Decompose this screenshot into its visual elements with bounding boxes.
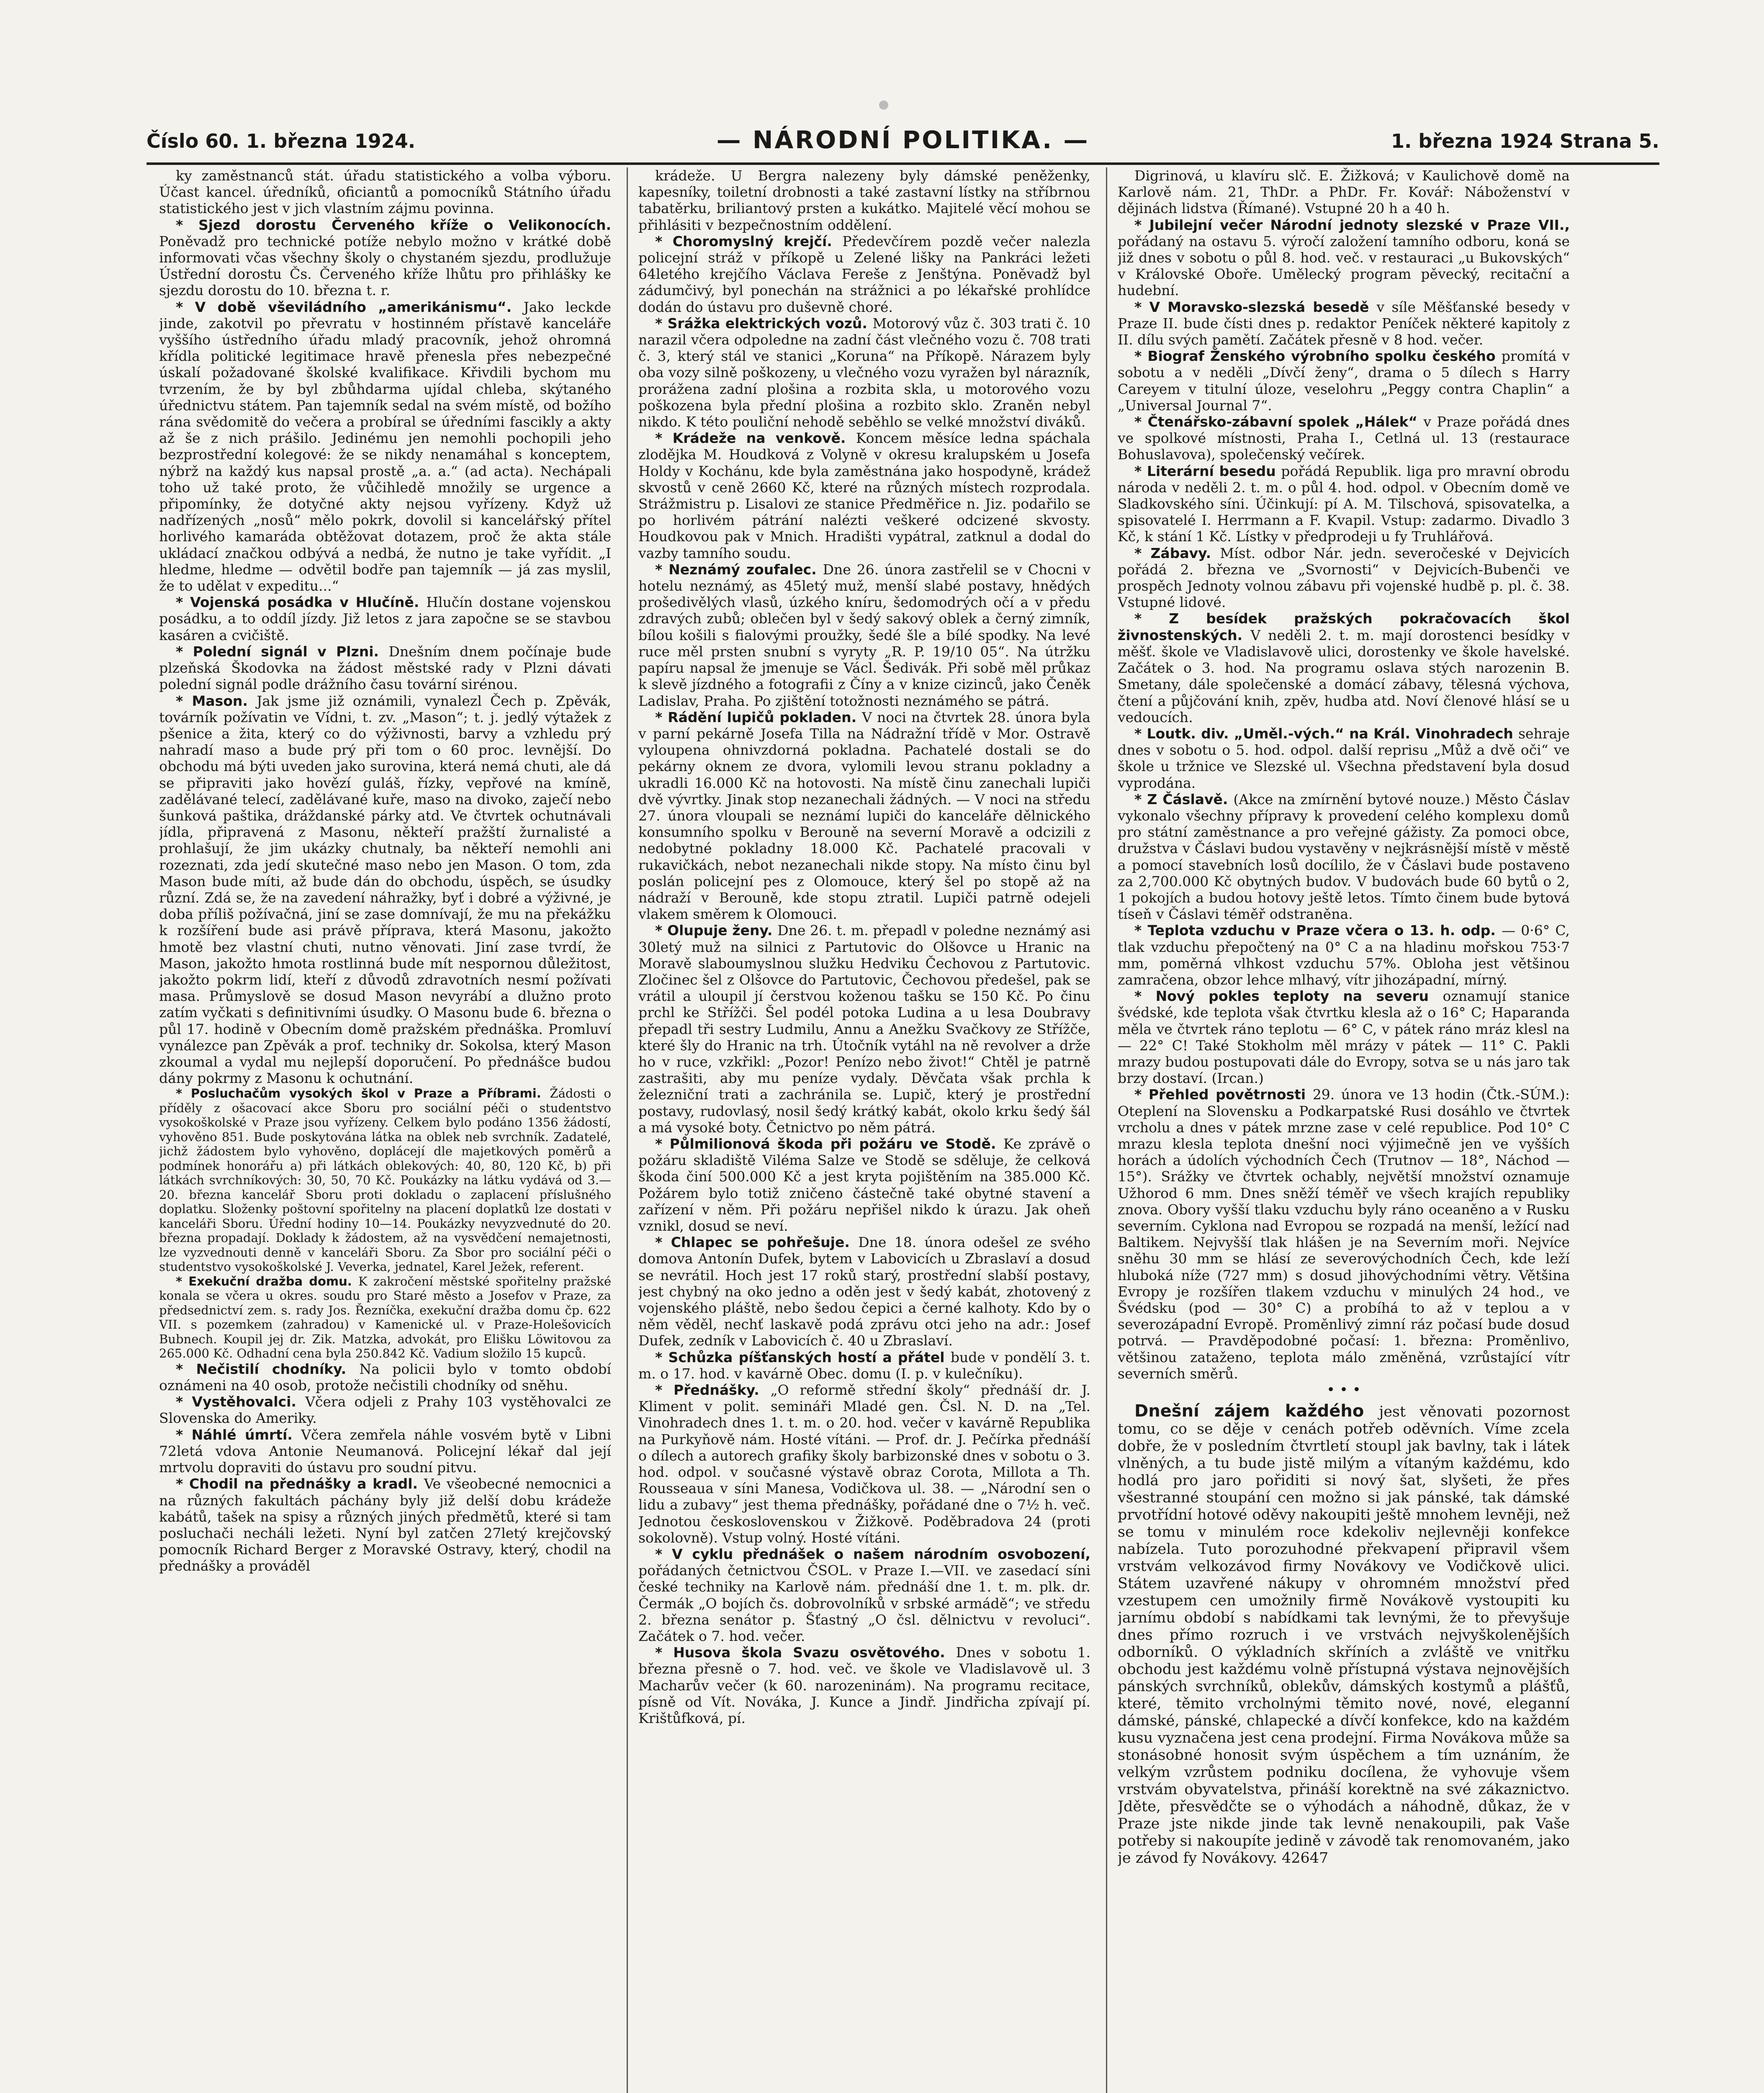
news-item [1118, 988, 1570, 1086]
item-text: Hlučín dostane vojenskou posádku, a to oddíl jízdy. Již letos z jara započne se se stavbou kasáren a cvičiště. [159, 594, 611, 643]
item-text: Motorový vůz č. 303 trati č. 10 narazil včera odpoledne na zadní část vlečného vozu č. 708 trati č. 3, který stál ve stanici „Koruna“ na Příkopě. Nárazem byly oba vozy silně poškozeny, u vlečného vozu vyražen byl nárazník, prorážena zadní plošina a rozbita skla, u motorového vozu poškozena byla přední plošina a rozbito sklo. Zraněn nebyl nikdo. K této pouliční nehodě seběhlo se velké množství diváků. [638, 315, 1090, 430]
news-item [638, 1136, 1090, 1234]
column-2 [638, 167, 1090, 2093]
item-headline: * Biograf Ženského výrobního spolku českého [1134, 348, 1502, 365]
news-item [638, 1546, 1090, 1644]
item-headline: * V cyklu přednášek o našem národním osvobození, [655, 1546, 1090, 1563]
item-text: Koncem měsíce ledna spáchala zlodějka M. Houdková z Volyně v okresu kralupském u Josefa Holdy v Kochánu, kde byla zaměstnána jako hospodyně, krádež skvostů v ceně 2660 Kč, které na různých místech rozprodala. Strážmistru p. Lisalovi ze stanice Předměřice n. Jiz. podařilo se po horlivém pátrání nalézti veškeré odcizené skvosty. Houdkovou pak v Mnich. Hradišti vypátral, zatknul a dodal do vazby tamního soudu. [638, 430, 1090, 561]
news-item [638, 922, 1090, 1136]
item-headline: * Sjezd dorostu Červeného kříže o Velikonocích. [176, 216, 611, 233]
item-text: Včera odjeli z Prahy 103 vystěhovalci ze Slovenska do Ameriky. [159, 1394, 611, 1427]
item-headline: Dnešní zájem každého [1134, 1401, 1379, 1421]
news-item [1118, 922, 1570, 988]
item-headline: * Literární besedu [1134, 463, 1281, 479]
issue-number-date: Číslo 60. 1. března 1924. [147, 130, 416, 152]
item-text: Poněvadž pro technické potíže nebylo možno v krátké době informovati včas všechny školy o chystaném sjezdu, prodlužuje Ústřední dorostu Čs. Červeného kříže lhůtu pro přihlášky ke sjezdu dorostu do 10. března t. r. [159, 233, 611, 299]
item-headline: * Loutk. div. „Uměl.-vých.“ na Král. Vinohradech [1134, 725, 1519, 742]
item-headline: * Krádeže na venkově. [655, 430, 856, 447]
news-item [159, 693, 611, 1087]
news-item [1118, 167, 1570, 217]
item-headline: * Čtenářsko-zábavní spolek „Hálek“ [1134, 414, 1424, 430]
news-item [1118, 299, 1570, 348]
news-item [1118, 348, 1570, 414]
news-item [159, 217, 611, 299]
item-headline: * Půlmilionová škoda při požáru ve Stodě. [655, 1135, 1003, 1152]
masthead [147, 126, 1659, 159]
item-text: V noci na čtvrtek 28. února byla v parní pekárně Josefa Tilla na Nádražní třídě v Mor. Ostravě vyloupena ohnivzdorná pokladna. Pachatelé dostali se do pekárny oknem ze dvora, vylomili levou stranu pokladny a ukradli 16.000 Kč na hotovosti. Na místě činu zanechali lupiči dvě vývrtky. Jinak stop nezanechali žádných. — V noci na středu 27. února vloupali se neznámí lupiči do kanceláře dělnického konsumního spolku v Berouně na severní Moravě a odcizili z nedobytné pokladny 18.000 Kč. Pachatelé pracovali v rukavičkách, nebot nezanechali nikde stopy. Na místo činu byl poslán policejní pes z Olomouce, který šel po stopě až na nádraží v Berouně, kde stopu ztratil. Lupiči patrně odejeli vlakem směrem k Olomouci. [638, 709, 1090, 923]
item-headline: * V Moravsko-slezská besedě [1134, 298, 1377, 315]
news-item [638, 430, 1090, 561]
item-headline: * Vojenská posádka v Hlučíně. [176, 594, 427, 611]
section-separator: • • • [1327, 1381, 1361, 1399]
item-headline: * Olupuje ženy. [655, 922, 778, 939]
item-headline: * Jubilejní večer Národní jednoty slezské v Praze VII., [1134, 216, 1570, 233]
news-item [1118, 217, 1570, 299]
advertisement [1118, 1403, 1570, 1867]
column-1 [159, 167, 611, 2093]
news-item [1118, 1086, 1570, 1382]
item-headline: * Rádění lupičů pokladen. [655, 709, 862, 725]
item-text: sehraje dnes v sobotu o 5. hod. odpol. další reprisu „Můž a dvě oči“ ve škole u tržnice ve Slezské ul. Všechna představení byla dosud vyprodána. [1118, 725, 1570, 791]
item-headline: * Schůzka píšťanských hostí a přátel [655, 1349, 951, 1365]
column-rule [1106, 167, 1107, 2093]
item-headline: * Náhlé úmrtí. [176, 1426, 301, 1443]
item-headline: * Nový pokles teploty na severu [1134, 988, 1443, 1005]
item-headline: * Nečistilí chodníky. [176, 1360, 360, 1377]
news-item [1118, 545, 1570, 611]
item-text: oznamují stanice švédské, kde teplota však čtvrtku klesla až o 16° C; Haparanda měla ve čtvrtek ráno teplotu — 6° C, v pátek ráno mráz klesl na — 22° C! Také Stokholm měl mrázy v pátek — 11° C. Pakli mrazy budou postupovati dále do Evropy, sotva se u nás jaro tak brzy dostaví. (Ircan.) [1118, 988, 1570, 1087]
news-item [159, 643, 611, 693]
item-headline: * Přehled povětrnosti [1134, 1086, 1313, 1103]
news-item [159, 1427, 611, 1476]
item-headline: * V době vševiládního „amerikánismu“. [176, 298, 524, 315]
item-headline: * Zábavy. [1134, 545, 1220, 561]
column-rule [627, 167, 628, 2093]
news-item [159, 299, 611, 594]
item-text: K zakročení městské spořitelny pražské konala se včera u okres. soudu pro Staré město a Josefov v Praze, za předsednictví zem. s. rady Jos. Řezníčka, exekuční dražba domu čp. 622 VII. s pozemkem (zahradou) v Kamenické ul. v Praze-Holešovicích Bubnech. Koupil jej dr. Zik. Matzka, advokát, pro Elišku Löwitovou za 265.000 Kč. Odhadní cena byla 250.842 Kč. Vadium složilo 15 kupců. [159, 1274, 611, 1361]
item-text: Žádosti o příděly z ošacovací akce Sboru pro sociální péči o studentstvo vysokoškolské v Praze jsou vyřízeny. Celkem bylo podáno 1356 žádostí, vyhověno 851. Bude poskytována látka na oblek neb svrchník. Zadatelé, jichž žádostem bylo vyhověno, doplácejí dle majetkových poměrů a podmínek honorářu a) při látkách oblekových: 40, 80, 120 Kč, b) při látkách svrchníkových: 30, 50, 70 Kč. Poukázky na látku vydává od 3.—20. března kancelář Sboru proti dokladu o zaplacení příslušného doplatku. Složenky poštovní spořitelny na placení doplatků lze dostati v kanceláři Sboru. Úřední hodiny 10—14. Poukázky nevyzvednuté do 20. března propadají. Doklady k žádostem, až na vysvědčení nemajetnosti, lze vyzvednouti denně v kanceláři Sboru. Za Sbor pro sociální péči o studentstvo vysokoškolské J. Veverka, jednatel, Karel Ježek, referent. [159, 1086, 611, 1274]
news-item [159, 1361, 611, 1394]
date-page-number: 1. března 1924 Strana 5. [1391, 130, 1659, 152]
news-item [638, 709, 1090, 923]
item-text: bude v pondělí 3. t. m. o 17. hod. v kavárně Obec. domu (I. p. v kulečníku). [638, 1349, 1090, 1382]
item-text: v Praze pořádá dnes ve spolkové místnosti, Praha I., Cetlná ul. 13 (restaurace Bohuslavova), společenský večírek. [1118, 414, 1570, 463]
item-text: Jako leckde jinde, zakotvil po převratu v hostinném přístavě kanceláře vyššího ústředního úřadu mladý pracovník, jehož ohromná křídla politické legitimace hravě přenesla přes nebezpečné úskalí požadované školské kvalifikace. Křivdili bychom mu tvrzením, že by byl zbůhdarma ujídal chleba, skýtaného úřednictvu státem. Pan tajemník sedal na svém místě, od božího rána svědomitě do večera a probíral se úředními fascikly a akty až še z nich prášilo. Jedinému jen nemohli pochopili jeho bezprostřední kolegové: že se nikdy nenamáhal s konceptem, nýbrž na každý kus napsal prostě „a. a.“ (ad acta). Nechápali toho už také proto, že vůčihledě množily se urgence a připomínky, že dotyčné akty nejsou vyřízeny. Když už nadřízených „nosů“ mělo pokrk, dovolil si kancelářský přítel horlivého kamaráda obtěžovat dotazem, proč že akta stále ukládací značkou odbývá a nedbá, že nutno je take vyřídit. „I hledme, hledme — odvětil bodře pan tajemník — já zas myslil, že to udělat v expeditu...“ [159, 298, 611, 594]
item-text: Včera zemřela náhle vosvém bytě v Libni 72letá vdova Antonie Neumanová. Policejní lékař dal její mrtvolu dopraviti do ústavu pro soudní pitvu. [159, 1426, 611, 1476]
punch-hole [879, 100, 888, 110]
item-headline: * Choromyslný krejčí. [655, 233, 843, 249]
item-text: pořádaný na ostavu 5. výročí založení tamního odboru, koná se již dnes v sobotu o půl 8. hod. več. v restauraci „u Bukovských“ v Královské Oboře. Umělecký program pěvecký, recitační a hudební. [1118, 233, 1570, 299]
item-headline: * Chlapec se pohřešuje. [655, 1234, 859, 1251]
item-headline: * Z besídek pražských pokračovacích škol živnostenských. [1118, 610, 1570, 643]
news-item [638, 1382, 1090, 1546]
news-item [638, 167, 1090, 233]
news-item [1118, 791, 1570, 923]
news-item [159, 1394, 611, 1426]
item-text: V neděli 2. t. m. mají dorostenci besídky v měšť. škole ve Vladislavově ulici, dorostenky ve škole havelské. Začátek o 3. hod. Na programu oslava stých narozenin B. Smetany, dále společenské a domácí zábavy, tělesná výchova, čtení a půjčování knih, zpěv, hudba atd. Noví členové hlásí se u vedoucích. [1118, 627, 1570, 725]
item-text: krádeže. U Bergra nalezeny byly dámské peněženky, kapesníky, toiletní drobnosti a také zastavní lístky na stříbrnou tabatěrku, briliantový prsten a kukátko. Majitelé věcí mohou se přihlásiti v bezpečnostním oddělení. [638, 167, 1090, 233]
column-3 [1118, 167, 1570, 2093]
item-text: promítá v sobotu a v neděli „Dívčí ženy“, drama o 5 dílech s Harry Careyem v titulní úloze, veselohru „Peggy contra Chaplin“ a „Universal Journal 7“. [1118, 348, 1570, 414]
item-text: Dnešním dnem počínaje bude plzeňská Škodovka na žádost městské rady v Plzni dávati polední signál podle drážního času tovární sirénou. [159, 643, 611, 693]
item-text: Dne 26. t. m. přepadl v poledne neznámý asi 30letý muž na silnici z Partutovic do Olšovce u Hranic na Moravě slaboumyslnou služku Hedviku Čechovou z Partutovic. Zločinec šel z Olšovce do Partutovic, Čechovou předešel, pak se vrátil a uloupil jí čerstvou koženou tašku se 150 Kč. Po činu prchl ke Střížči. Šel podél potoka Ludina a u lesa Doubravy přepadl tři sestry Ludmilu, Annu a Anežku Svačkovy ze Střížče, které šly do Hranic na trh. Útočník vytáhl na ně revolver a drže ho v ruce, vzkřikl: „Pozor! Penízo nebo život!“ Chtěl je patrně zastrašiti, aby mu peníze vydaly. Děvčata však prchla k železniční trati a zachránila se. Lupič, který je prostřední postavy, rudovlasý, nosil šedý krátký kabát, okolo krku šedý šál a má vysoké boty. Četnictvo po něm pátrá. [638, 922, 1090, 1136]
item-headline: * Husova škola Svazu osvětového. [655, 1644, 956, 1661]
item-headline: * Posluchačům vysokých škol v Praze a Příbrami. [176, 1086, 550, 1101]
item-text: pořádaných četnictvou ČSOL. v Praze I.—VII. ve zasedací síni české techniky na Karlově nám. přednáší dne 1. t. m. plk. dr. Čermák „O bojích čs. dobrovolníků v srbské armádě“; ve středu 2. března senátor p. Šťastný „O čsl. dělnictvu v revoluci“. Začátek o 7. hod. večer. [638, 1562, 1090, 1645]
news-item [638, 561, 1090, 709]
news-item [638, 315, 1090, 430]
news-item [1118, 725, 1570, 791]
news-item [159, 1476, 611, 1574]
item-text: Dne 18. února odešel ze svého domova Antonín Dufek, bytem v Labovicích u Zbraslaví a dosud se nevrátil. Hoch jest 17 roků starý, prostřední slabší postavy, jest chybný na oko jedno a oděn jest v šedý kabát, zhotovený z vojenského pláště, nebo šedou čepici a černé kalhoty. Kdo by o něm věděl, nechť laskavě podá zprávu otci jeho na adr.: Josef Dufek, zedník v Labovicích č. 40 u Zbraslaví. [638, 1234, 1090, 1349]
item-text: 29. února ve 13 hodin (Čtk.-SÚM.): Oteplení na Slovensku a Podkarpatské Rusi dosáhlo ve čtvrtek vrcholu a dnes v pátek mrzne zase v celé republice. Pod 10° C mrazu klesla teplota dnešní noci výjimečně jen ve vyšších horách a údolích východních Čech (Trutnov — 18°, Náchod — 15°). Srážky ve čtvrtek ochably, největší množství oznamuje Užhorod 6 mm. Dnes sněží téměř ve všech krajích republiky znova. Obory vyšší tlaku vzduchu byly ráno oceaněno a v Rusku severním. Cyklona nad Evropou se rozpadá na menší, ležící nad Baltikem. Nejvyšší tlak hlášen je na Severním moři. Nejvíce sněhu 30 mm se hlásí ze severovýchodních Čech, kde leží hluboká níže (727 mm) s dosud jihovýchodními větry. Většina Evropy je rozšířen tlakem vzduchu v minulých 24 hod., ve Švédsku (pod — 30° C) a probíhá to až v teplou a v severozápadní Evropě. Proměnlivý zimní ráz počasí bude dosud potrvá. — Pravděpodobné počasí: 1. března: Proměnlivo, většinou zataženo, teplota málo změněná, vzrůstající vítr severních směrů. [1118, 1086, 1570, 1382]
news-item [159, 1086, 611, 1274]
item-text: v síle Měšťanské besedy v Praze II. bude čísti dnes p. redaktor Peníček některé kapitoly z II. dílu svých pamětí. Začátek přesně v 8 hod. večer. [1118, 298, 1570, 348]
item-text: Dnes v sobotu 1. března přesně o 7. hod. več. ve škole ve Vladislavově ul. 3 Macharův večer (k 60. narozeninám). Na programu recitace, písně od Vít. Nováka, J. Kunce a Jindř. Jindřicha zpívají pí. Krištůfková, pí. [638, 1644, 1090, 1727]
newspaper-title: — NÁRODNÍ POLITIKA. — [716, 126, 1090, 154]
item-headline: * Vystěhovalci. [176, 1394, 306, 1410]
news-item [638, 1234, 1090, 1349]
item-text: „O reformě střední školy“ přednáší dr. J. Kliment v polit. semináři Mladé gen. Čsl. N. D. na „Tel. Vinohradech dnes 1. t. m. o 20. hod. večer v kavárně Republika na Purkyňově nám. Hosté vítáni. — Prof. dr. J. Pečírka přednáší o dílech a autorech grafiky školy barbizonské dnes v sobotu o 3. hod. odpol. v současné výstavě obraz Corota, Millota a Th. Rousseauа v síni Manesa, Vodičkova ul. 38. — „Národní sen o lidu a zubavy“ jest thema přednášky, pořádané dne o 7½ h. več. Jednotou československou v Žižkově. Poděbradova 24 (proti sokolovně). Vstup volný. Hosté vítáni. [638, 1382, 1090, 1546]
item-headline: * Chodil na přednášky a kradl. [176, 1476, 424, 1492]
item-text: ky zaměstnanců stát. úřadu statistického a volba výboru. Účast kancel. úředníků, oficiantů a pomocníků Státního úřadu statistického jest v jich vlastním zájmu povinna. [159, 167, 611, 217]
news-item [159, 594, 611, 643]
item-headline: * Exekuční dražba domu. [176, 1274, 358, 1288]
item-text: Ve všeobecné nemocnici a na různých fakultách páchány byly již delší dobu krádeže kabátů, tašek na spisy a různých jiných předmětů, které si tam posluchači necháli ležeti. Nyní byl zatčen 27letý krejčovský pomocník Richard Berger z Moravské Ostravy, který, chodil na přednášky a prováděl [159, 1476, 611, 1574]
news-item [1118, 463, 1570, 545]
item-headline: * Přednášky. [655, 1382, 771, 1399]
item-text: Jak jsme již oznámili, vynalezl Čech p. Zpěvák, továrník požívatin ve Vídni, t. zv. „Mason“; t. j. jedlý výtažek z pšenice a žita, který co do výživnosti, barvy a vzhledu prý nahradí maso a bude prý při tom o 60 proc. levnější. Do obchodu má býti uveden jako surovina, která nemá chuti, ale dá se připraviti jako hovězí guláš, řízky, vepřové na kmíně, zadělávané telecí, zadělávané kuře, maso na divoko, zaječí nebo šunková paštika, dráždanské párky atd. Ve čtvrtek ochutnávali jídla, připravená z Masonu, někteří pražští žurnalisté a prohlašují, že jim ukázky chutnaly, ba někteří nemohli ani rozeznati, zda jedí skutečné maso nebo jen Mason. O tom, zda Mason bude míti, až bude dán do obchodu, úspěch, se úsudky různí. Zdá se, že na zavedení náhražky, byť i dobré a výživné, je doba příliš požívačná, jiní se zase domnívají, že mu na překážku k rozšíření bude asi právě příprava, která Masonu, jakožto hmotě bez vlastní chuti, nutno věnovati. Jiní zase tvrdí, že Mason, jakožto hmota rostlinná bude mít nespornou důležitost, jakožto pokrm lidí, kteří z důvodů zdravotních nesmí požívati masa. Průmyslově se dosud Mason nevyrábí a dlužno proto zatím vyčkati s definitivními úsudky. O Masonu bude 6. března o půl 17. hodině v Obecním domě pražském přednáška. Promluví vynálezce pan Zpěvák a prof. techniky dr. Sokolsa, který Mason zkoumal a vydal mu nejlepší doporučení. Po přednášce budou dány pokrmy z Masonu k ochutnání. [159, 692, 611, 1087]
news-item [159, 167, 611, 217]
news-item [638, 1644, 1090, 1726]
item-text: Dne 26. února zastřelil se v Chocni v hotelu neznámý, as 45letý muž, menší slabé postavy, hnědých prošedivělých vlasů, úzkého kníru, šedomodrých očí a v předu zdravých zubů; oblečen byl v šedý sakový oblek a černý zimník, bílou košili s fialovými proužky, šedé šle a bílé spodky. Na levé ruce měl prsten snubní s vyryty „R. P. 19/10 05“. Na útržku papíru napsal že jmenuje se Václ. Šedivák. Při sobě měl průkaz k slevě jízdného a fotografii z Číny a v knize cizinců, jako Čeněk Ladislav, Praha. Po zjištění totožnosti neznámého se pátrá. [638, 561, 1090, 709]
news-item [638, 233, 1090, 315]
news-item [638, 1349, 1090, 1382]
item-headline: * Polední signál v Plzni. [176, 643, 389, 660]
news-item [1118, 414, 1570, 463]
item-text: Předevčírem pozdě večer nalezla policejní stráž v příkopě u Zelené lišky na Pankráci ležeti 64letého krejčího Václava Fereše z Jenštýna. Poněvadž byl zádumčivý, byl ponechán na strážnici a po lékařské prohlídce dodán do ústavu pro duševně choré. [638, 233, 1090, 315]
news-item [159, 1274, 611, 1361]
item-headline: * Z Čáslavě. [1134, 791, 1234, 807]
header-rule [147, 162, 1659, 165]
item-text: pořádá Republik. liga pro mravní obrodu národa v neděli 2. t. m. o půl 4. hod. odpol. v Obecním domě ve Sladkovského síni. Účinkují: pí A. M. Tilschová, spisovatelka, a spisovatelé I. Herrmann a F. Kvapil. Vstup: zadarmo. Divadlo 3 Kč, k stání 1 Kč. Lístky v předprodeji u fy Truhlářová. [1118, 463, 1570, 545]
item-headline: * Srážka elektrických vozů. [655, 315, 873, 332]
item-headline: * Neznámý zoufalec. [655, 561, 823, 578]
news-item [1118, 610, 1570, 725]
item-headline: * Teplota vzduchu v Praze včera o 13. h. odp. [1134, 922, 1502, 939]
item-text: (Akce na zmírnění bytové nouze.) Město Čáslav vykonalo všechny přípravy k provedení celého komplexu domů pro státní zaměstnance a pro veřejné gážisty. Za pomoci obce, družstva v Čáslavi budou vystavěny v nejkrásnější místě v městě a pomocí stavebních losů docílilo, že v Čáslavi bude postaveno za 2,700.000 Kč obytných budov. V budovách bude 60 bytů o 2, 1 pokojích a budou hotovy ještě letos. Tímto činem bude bytová tíseň v Čáslavi téměř odstraněna. [1118, 791, 1570, 923]
item-text: Digrinová, u klavíru slč. E. Žižková; v Kaulichově domě na Karlově nám. 21, ThDr. a PhDr. Fr. Kovář: Náboženství v dějinách lidstva (Římané). Vstupné 20 h a 40 h. [1118, 167, 1570, 217]
item-headline: * Mason. [176, 692, 257, 709]
item-text: — 0·6° C, tlak vzduchu přepočtený na 0° C a na hladinu mořskou 753·7 mm, poměrná vlhkost vzduchu 57%. Obloha jest většinou zamračena, obzor lehce mlhavý, vítr jihozápadní, mírný. [1118, 922, 1570, 988]
item-text: Na policii bylo v tomto období oznámeni na 40 osob, protože nečistili chodníky od sněhu. [159, 1360, 611, 1394]
item-text: Ke zprávě o požáru skladiště Viléma Salze ve Stodě se sděluje, že celková škoda činí 500.000 Kč a jest kryta pojištěním na 385.000 Kč. Požárem bylo totiž zničeno částečně také obytné stavení a zařízení v něm. Při požáru nepřišel nikdo k úrazu. Jak oheň vznikl, dosud se neví. [638, 1135, 1090, 1234]
item-text: Míst. odbor Nár. jedn. severočeské v Dejvicích pořádá 2. března ve „Svornosti“ v Dejvicích-Bubenči ve prospěch Jednoty volnou zábavu při vojenské hudbě p. pl. č. 38. Vstupné lidové. [1118, 545, 1570, 611]
item-text: jest věnovati pozornost tomu, co se děje v cenách potřeb oděvních. Víme zcela dobře, že v posledním čtvrtletí stoupl jak bavlny, tak i látek vlněných, a tu bude jistě milým a vítaným každému, kdo hodlá pro jaro pořiditi si nový šat, slyšeti, že přes všestranné stoupání cen možno si jak pánské, tak dámské prvotřídní hotové oděvy nakoupiti ještě mnohem levněji, než se tomu v minulém roce kdekoliv nejlevněji konfekce nabízela. Tuto porozuhodné překvapení připravil všem vrstvám velkozávod firmy Novákovy ve Vodičkově ulici. Státem uzavřené nákupy v ohromném množství před vzestupem cen umožnily firmě Novákově vystoupiti ku jarnímu období s nabídkami tak levnými, že to převyšuje dnes přímo rozruch i ve vrstvách nejvyškolenějších odborníků. O výkladních skříních a zvláště ve vnitřku obchodu jest každému volně přístupná výstava nejnovějších pánských svrchníků, oblekův, dámských kostymů a plášťů, které, těmito vrcholnými těmito nové, nové, eleganní dámské, pánské, chlapecké a dívčí konfekce, kdo na každém kusu vyznačena jest cena prodejní. Firma Novákova může sa stonásobné honosit svým úspěchem a tím uznáním, že velkým vzrůstem podniku docílena, že vyhovuje všem vrstvám obyvatelstva, přináší korektně na své zákaznictvo. Jděte, přesvědčte se o výhodách a náhodně, důkaz, že v Praze jste nikde jinde tak levně nenakoupili, pak Vaše potřeby si nakoupíte jedině v závodě tak renomovaném, jako je závod fy Novákovy. 42647 [1118, 1404, 1570, 1867]
